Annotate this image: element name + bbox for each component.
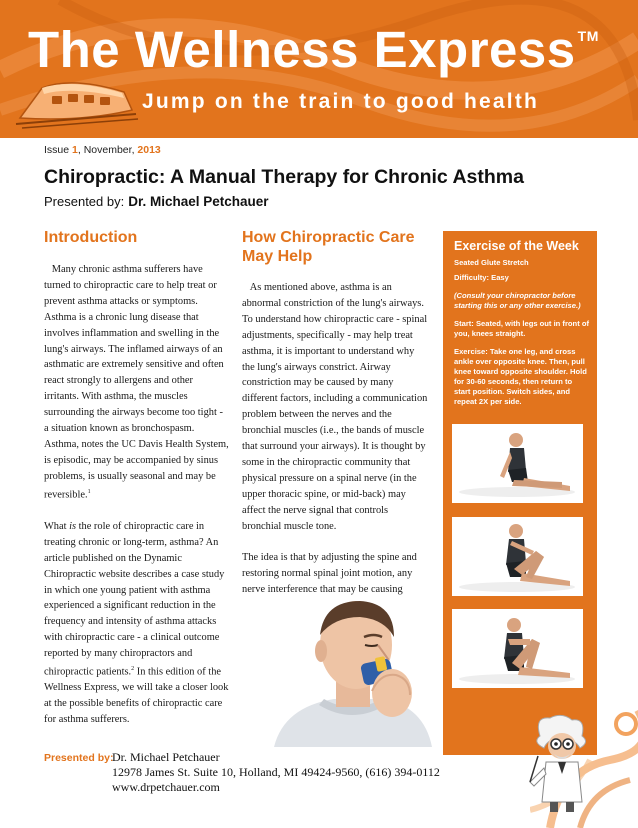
introduction-paragraph-2-start: What	[44, 520, 70, 532]
asthma-inhaler-photo	[264, 595, 436, 747]
issue-month: , November,	[77, 144, 135, 156]
issue-line	[44, 144, 161, 156]
presented-by-line	[44, 194, 269, 209]
issue-prefix: Issue	[44, 144, 70, 156]
newsletter-tagline: Jump on the train to good health	[142, 90, 540, 113]
introduction-paragraph-2-end: In this edition of the Wellness Express, we will take a closer look at the possible benefits of chiropractic care for asthma sufferers.	[44, 666, 229, 726]
introduction-paragraph-2-body: the role of chiropractic care in treating chronic or long-term, asthma? An article published on the Dynamic Chiropractic website describes a case study in which one young patient with asthma experienced a significant reduction in the frequency and intensity of asthma attacks with chiropractic care - a clinical outcome reported by many chiropractors and chiropractic patients.	[44, 520, 225, 678]
doctor-mascot-icon	[528, 712, 598, 816]
how-chiropractic-helps-heading: How Chiropractic Care May Help	[242, 229, 415, 265]
issue-year: 2013	[137, 144, 161, 156]
exercise-photo-start	[452, 424, 583, 503]
exercise-consult-note: (Consult your chiropractor before starting this or any other exercise.)	[454, 291, 581, 310]
presented-by-label: Presented by:	[44, 194, 125, 209]
help-paragraph-2: The idea is that by adjusting the spine and restoring normal spinal joint motion, any nerve interference that may be causing	[242, 552, 417, 596]
exercise-difficulty: Difficulty: Easy	[454, 273, 509, 282]
exercise-photo-pull	[452, 609, 583, 688]
help-paragraph-1	[242, 280, 428, 535]
newsletter-title	[28, 20, 599, 79]
exercise-photo-cross	[452, 517, 583, 596]
help-paragraph-1-text: As mentioned above, asthma is an abnormal constriction of the lung's airways. To understand how chiropractic care - spinal adjustments, specifically - may help treat asthma, it is important to understand why the lung's airways constrict. Airway constriction may be caused by many different factors, including a communication problem between the nerves and the bronchial muscles (i.e., the bands of muscle that surround your airways). It is thought by some in the chiropractic community that physical pressure on a spinal nerve (in the upper thoracic spine, or mid-back) may affect the nerve signal that controls bronchial muscle tone.	[242, 282, 428, 532]
exercise-of-the-week-panel	[443, 231, 597, 755]
exercise-start-position: Start: Seated, with legs out in front of you, knees straight.	[454, 319, 590, 338]
introduction-emphasis: is	[69, 520, 77, 532]
introduction-heading: Introduction	[44, 229, 138, 246]
introduction-paragraph-1	[44, 262, 230, 503]
introduction-paragraph-2	[44, 519, 230, 728]
footer-website-link[interactable]: www.drpetchauer.com	[112, 780, 220, 794]
footnote-1: 1	[87, 488, 91, 495]
exercise-title: Exercise of the Week	[454, 239, 579, 253]
exercise-name: Seated Glute Stretch	[454, 258, 529, 267]
newsletter-title-text: The Wellness Express	[28, 21, 576, 78]
how-chiropractic-helps-column	[242, 280, 428, 614]
footer-presented-by-label: Presented by:	[44, 752, 114, 764]
issue-number: 1	[72, 144, 78, 156]
introduction-column	[44, 262, 230, 744]
footer-address: 12978 James St. Suite 10, Holland, MI 49424-9560, (616) 394-0112	[112, 765, 440, 779]
presenter-name: Dr. Michael Petchauer	[128, 194, 269, 209]
trademark-mark: TM	[577, 28, 599, 44]
footnote-2: 2	[131, 666, 135, 673]
exercise-instructions: Exercise: Take one leg, and cross ankle over opposite knee. Then, pull knee toward opposite shoulder. Hold for 30-60 seconds, then return to start position. Switch sides, and repeat 2X per side.	[454, 347, 587, 406]
footer-presenter-name: Dr. Michael Petchauer	[112, 750, 220, 764]
introduction-paragraph-1-text: Many chronic asthma sufferers have turned to chiropractic care to help treat or prevent asthma attacks or symptoms. Asthma is a chronic lung disease that involves inflammation and swelling in the lung's airways. The inflamed airways of an asthmatic are extremely sensitive and often react strongly to allergens and other irritants. With asthma, the muscles surrounding the airways become too tight - a situation known as bronchospasm. Asthma, notes the UC Davis Health System, is episodic, may be accompanied by sinus problems, is usually seasonal and may be reversible.	[44, 264, 229, 501]
article-title: Chiropractic: A Manual Therapy for Chronic Asthma	[44, 166, 524, 188]
masthead	[0, 0, 638, 138]
